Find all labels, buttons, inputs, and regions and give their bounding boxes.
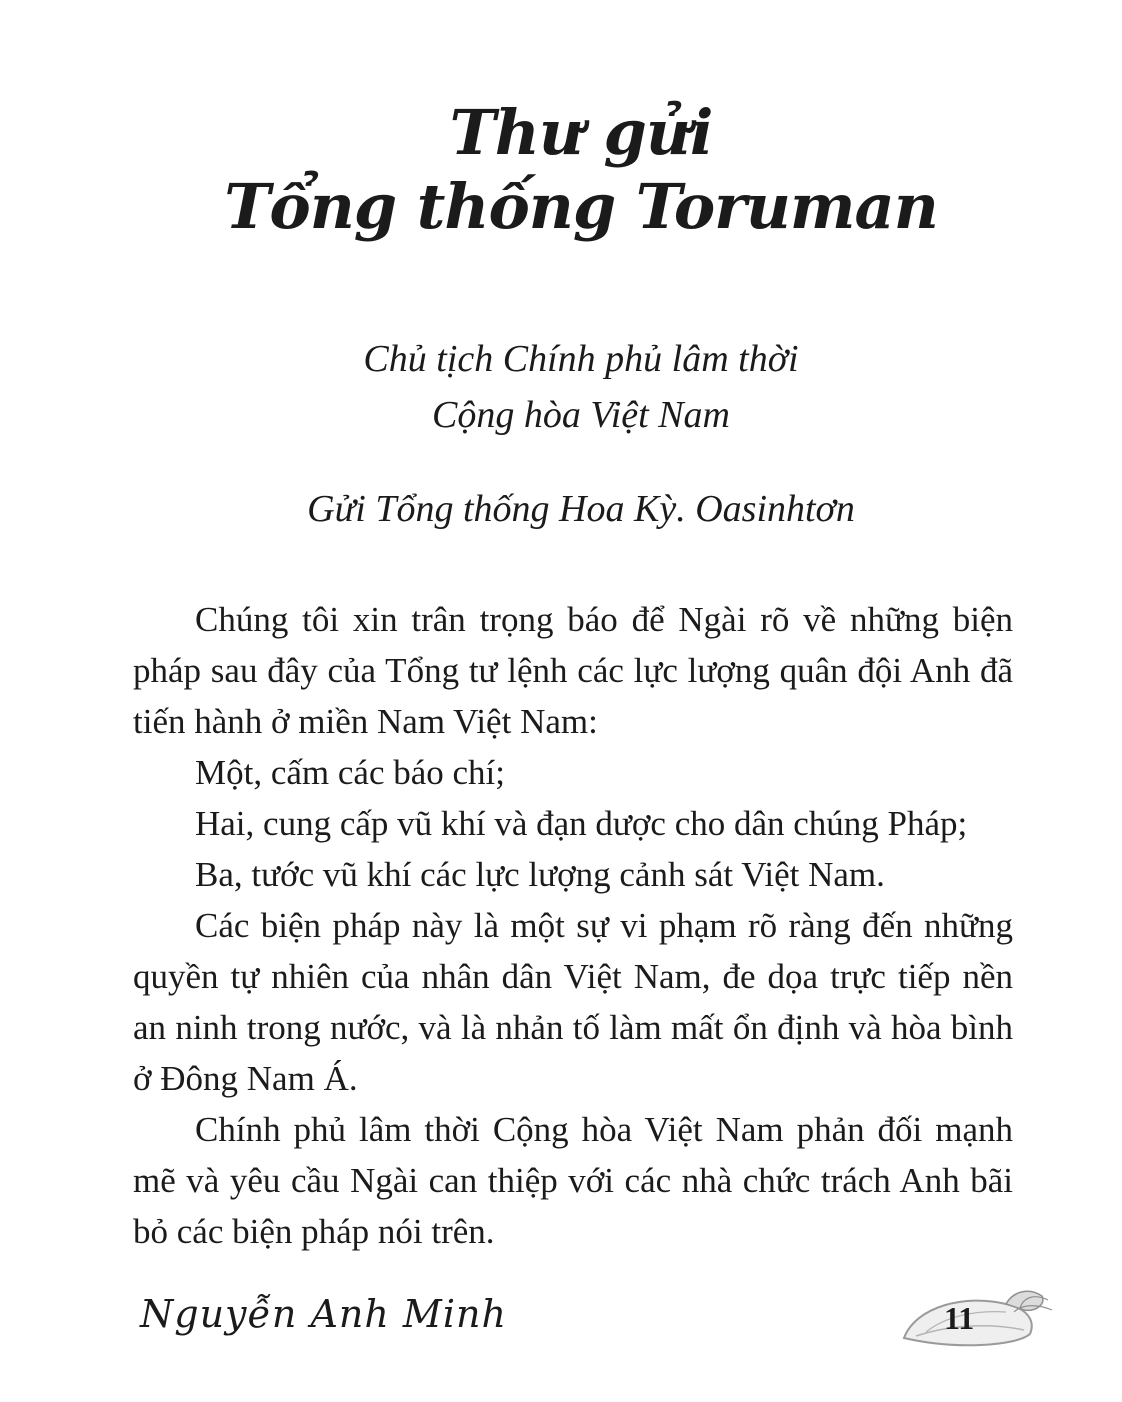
title-line-2: Tổng thống Toruman [224, 170, 938, 243]
body-paragraph-2: Các biện pháp này là một sự vi phạm rõ ràng đến những quyền tự nhiên của nhân dân Việt Nam, đe dọa trực tiếp nền an ninh trong nước, và là nhản tố làm mất ổn định và hòa bình ở Đông Nam Á. [133, 906, 1013, 1098]
list-item-1: Một, cấm các báo chí; [195, 753, 506, 792]
signature: Nguyễn Anh Minh [140, 1292, 507, 1336]
lotus-leaf-icon [896, 1286, 1056, 1356]
body-paragraph-1: Chúng tôi xin trân trọng báo để Ngài rõ về những biện pháp sau đây của Tổng tư lệnh các lực lượng quân đội Anh đã tiến hành ở miền Nam Việt Nam: [133, 600, 1013, 741]
letter-body [133, 594, 1013, 1257]
title-line-1: Thư gửi [449, 96, 713, 169]
list-item-3: Ba, tước vũ khí các lực lượng cảnh sát Việt Nam. [195, 855, 885, 894]
list-item-2: Hai, cung cấp vũ khí và đạn dược cho dân chúng Pháp; [195, 804, 968, 843]
sender-line-2: Cộng hòa Việt Nam [431, 394, 730, 436]
page-number-badge [896, 1286, 1056, 1356]
page-number: 11 [944, 1300, 975, 1336]
recipient-line: Gửi Tổng thống Hoa Kỳ. Oasinhtơn [307, 488, 855, 530]
sender-line-1: Chủ tịch Chính phủ lâm thời [363, 338, 799, 380]
body-paragraph-3: Chính phủ lâm thời Cộng hòa Việt Nam phản đối mạnh mẽ và yêu cầu Ngài can thiệp với các nhà chức trách Anh bãi bỏ các biện pháp nói trên. [133, 1110, 1013, 1251]
